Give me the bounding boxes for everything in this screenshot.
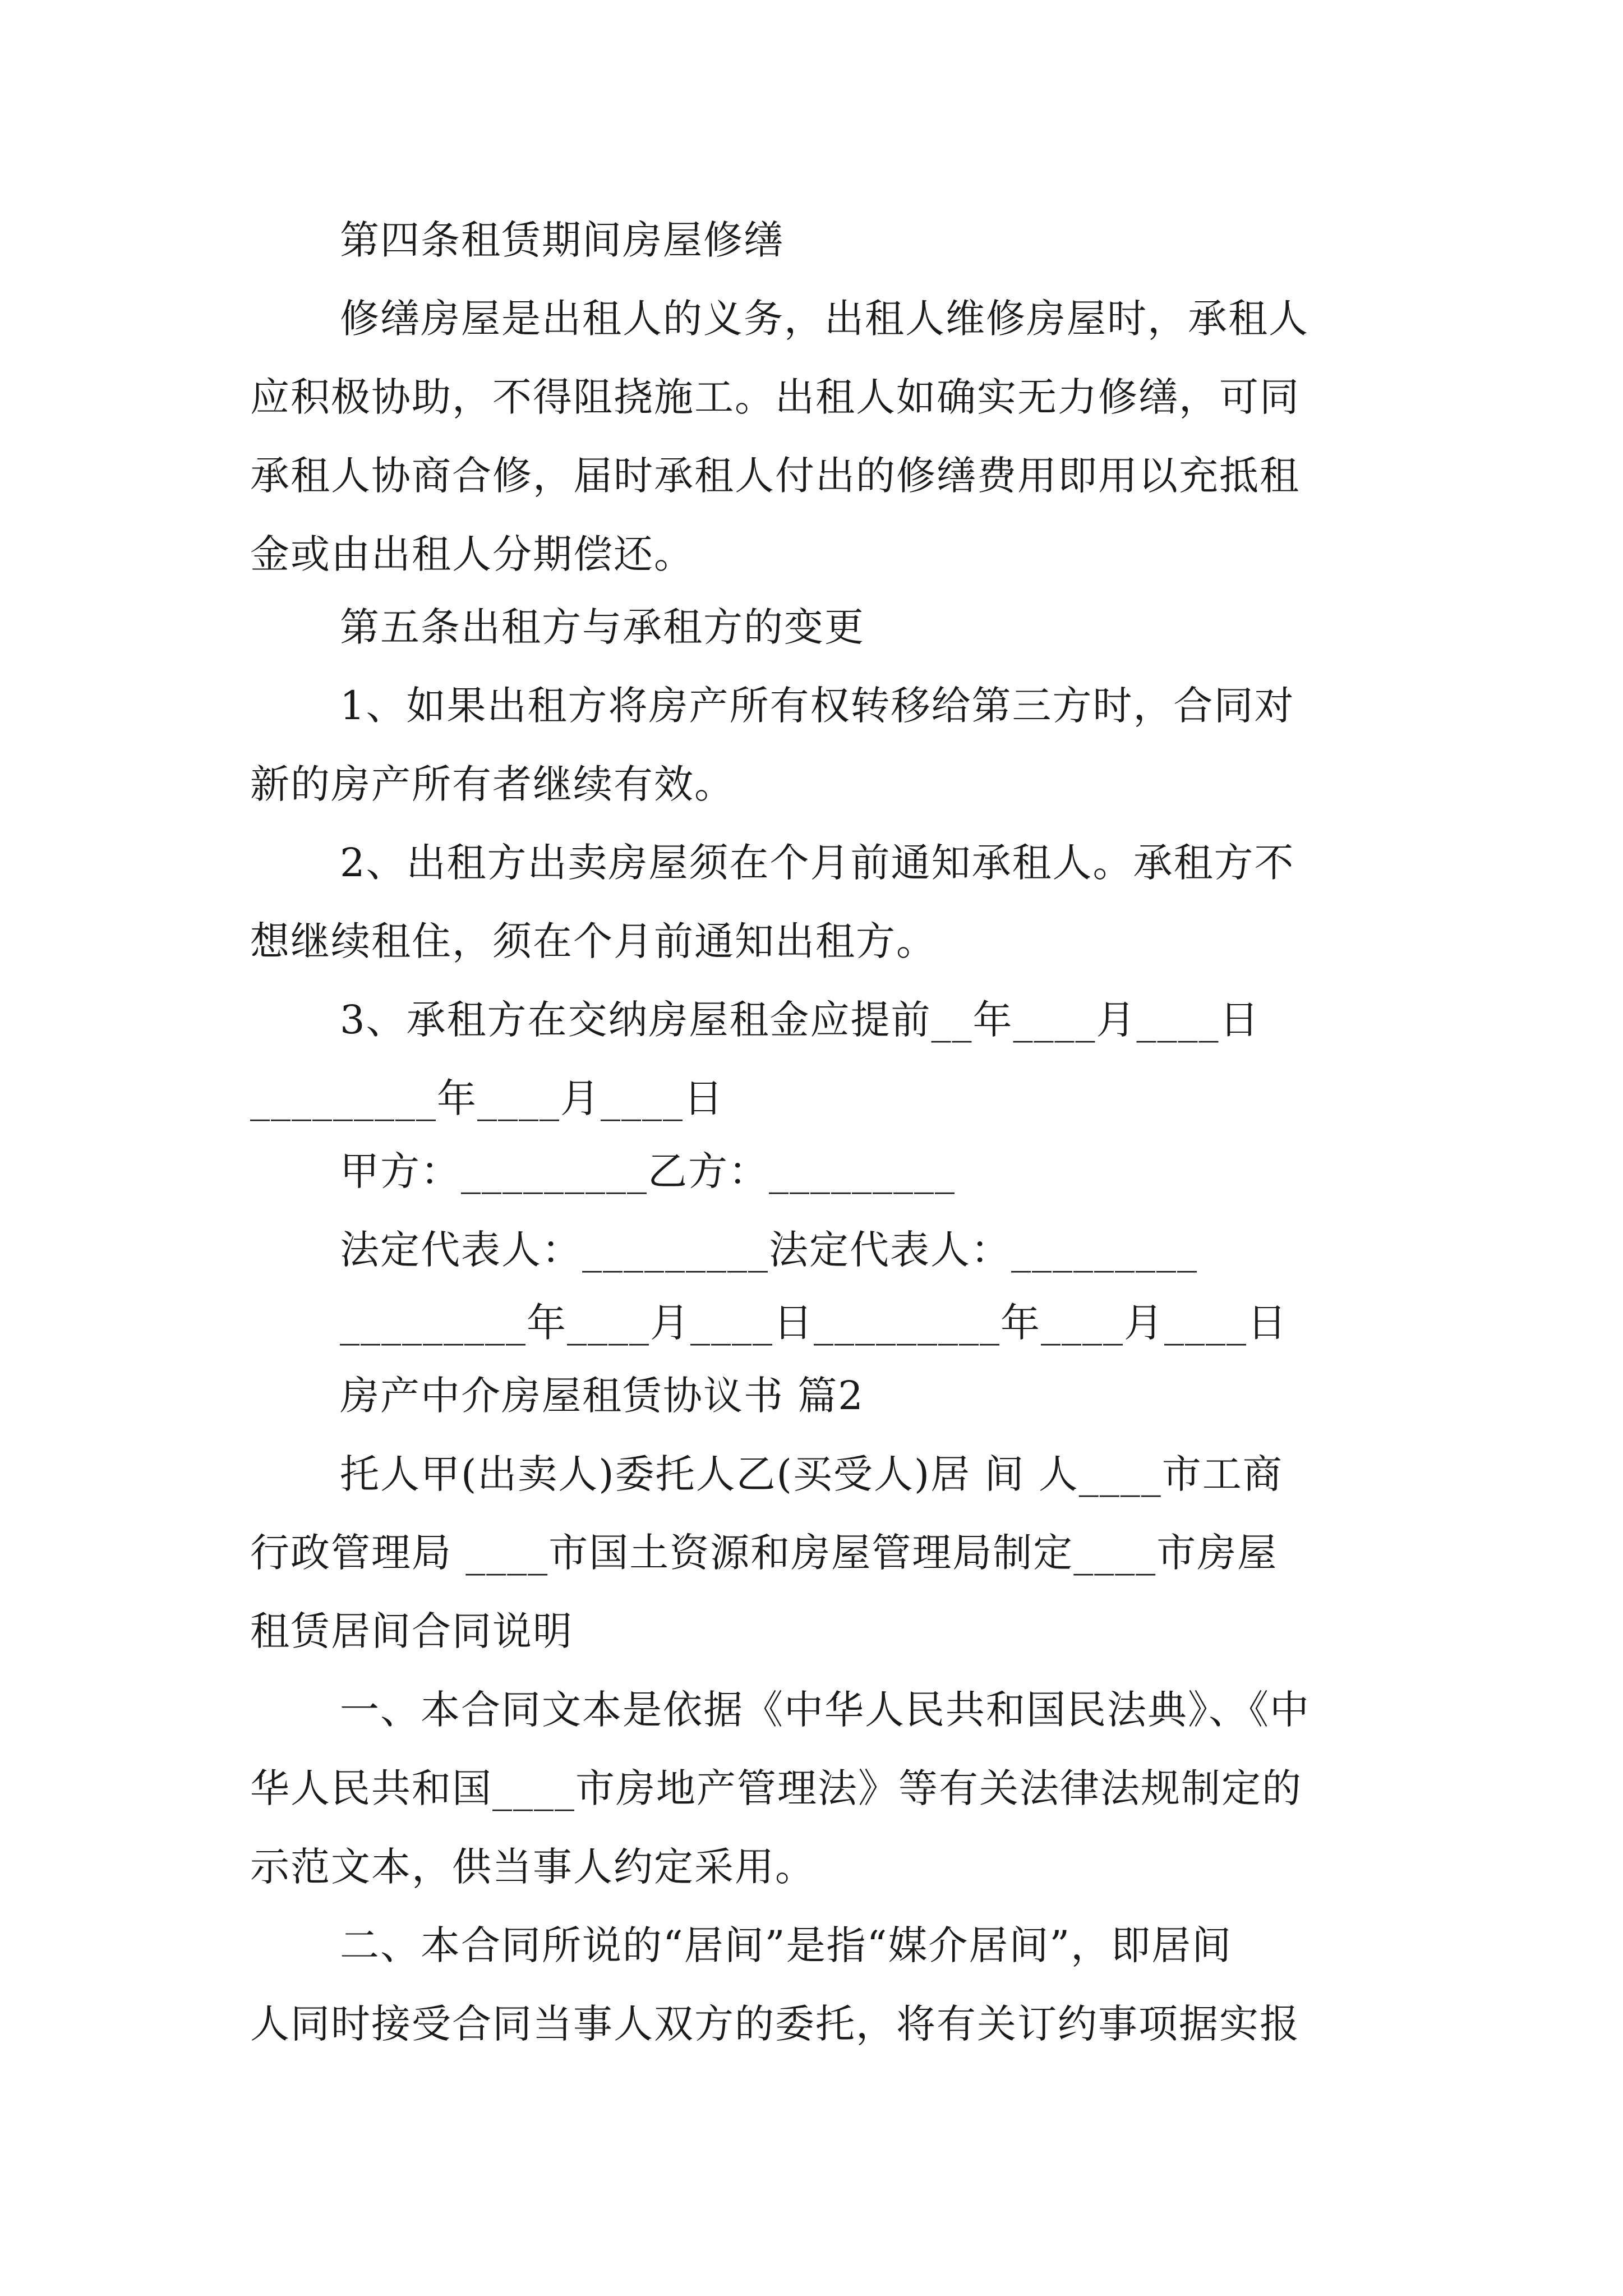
paragraph-line: 二、本合同所说的“居间”是指“媒介居间”，即居间 [340,1922,1233,1968]
paragraph-line: 1、如果出租方将房产所有权转移给第三方时，合同对 [340,683,1295,729]
paragraph-line: 修缮房屋是出租人的义务，出租人维修房屋时，承租人 [340,296,1309,342]
section-heading-article-4: 第四条租赁期间房屋修缮 [340,217,784,263]
paragraph-line: 应积极协助，不得阻挠施工。出租人如确实无力修缮，可同 [250,374,1300,420]
paragraph-line: 承租人协商合修，届时承租人付出的修缮费用即用以充抵租 [250,453,1300,499]
signature-party-line: 甲方：_________乙方：_________ [340,1148,956,1194]
date-line: _________年____月____日 [250,1075,724,1121]
signature-representative-line: 法定代表人：_________法定代表人：_________ [340,1227,1198,1273]
paragraph-line: 一、本合同文本是依据《中华人民共和国民法典》、《中 [340,1687,1310,1733]
signature-date-line: _________年____月____日_________年____月____日 [340,1300,1288,1346]
paragraph-line: 租赁居间合同说明 [250,1608,573,1654]
paragraph-line: 金或由出租人分期偿还。 [250,531,694,577]
paragraph-line: 人同时接受合同当事人双方的委托，将有关订约事项据实报 [250,2001,1300,2047]
paragraph-line: 示范文本，供当事人约定采用。 [250,1844,815,1890]
paragraph-line: 华人民共和国____市房地产管理法》等有关法律法规制定的 [250,1765,1302,1811]
paragraph-line: 托人甲(出卖人)委托人乙(买受人)居 间 人____市工商 [340,1451,1283,1497]
section-heading-article-5: 第五条出租方与承租方的变更 [340,604,865,650]
paragraph-line: 新的房产所有者继续有效。 [250,761,735,807]
paragraph-line: 行政管理局 ____市国土资源和房屋管理局制定____市房屋 [250,1530,1278,1576]
paragraph-line: 想继续租住，须在个月前通知出租方。 [250,918,937,964]
paragraph-line: 3、承租方在交纳房屋租金应提前__年____月____日 [340,997,1260,1043]
paragraph-line: 2、出租方出卖房屋须在个月前通知承租人。承租方不 [340,840,1295,886]
section-title-part-2: 房产中介房屋租赁协议书 篇2 [340,1373,864,1419]
